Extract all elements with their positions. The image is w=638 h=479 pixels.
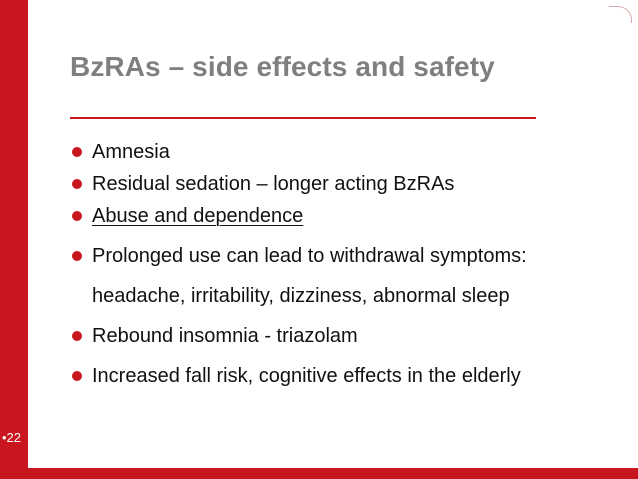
round-bullet-icon <box>72 179 82 189</box>
bullet-text: Rebound insomnia - triazolam <box>92 325 358 347</box>
slide-number: •22 <box>2 430 22 445</box>
bullet-item-fall-risk <box>70 360 630 392</box>
bullet-item-residual-sedation <box>70 168 630 200</box>
bullet-text: Abuse and dependence <box>92 205 304 227</box>
bullet-text: Increased fall risk, cognitive effects in the elderly <box>92 365 521 387</box>
bullet-text: Amnesia <box>92 141 170 163</box>
bottom-accent-bar <box>0 468 638 479</box>
title-underline <box>70 117 536 119</box>
left-accent-bar <box>0 0 28 479</box>
round-bullet-icon <box>72 211 82 221</box>
round-bullet-icon <box>72 147 82 157</box>
round-bullet-icon <box>72 251 82 261</box>
bullet-text: Residual sedation – longer acting BzRAs <box>92 173 455 195</box>
round-bullet-icon <box>72 331 82 341</box>
bullet-continuation: headache, irritability, dizziness, abnormal sleep <box>92 285 510 307</box>
bullet-item-amnesia <box>70 136 630 168</box>
bullet-item-rebound-insomnia <box>70 320 630 352</box>
bullet-list <box>70 136 630 392</box>
bullet-item-abuse-dependence <box>70 200 630 232</box>
round-bullet-icon <box>72 371 82 381</box>
slide-title: BzRAs – side effects and safety <box>70 51 495 82</box>
bullet-text: Prolonged use can lead to withdrawal symptoms: <box>92 245 527 267</box>
bullet-item-withdrawal <box>70 240 630 272</box>
